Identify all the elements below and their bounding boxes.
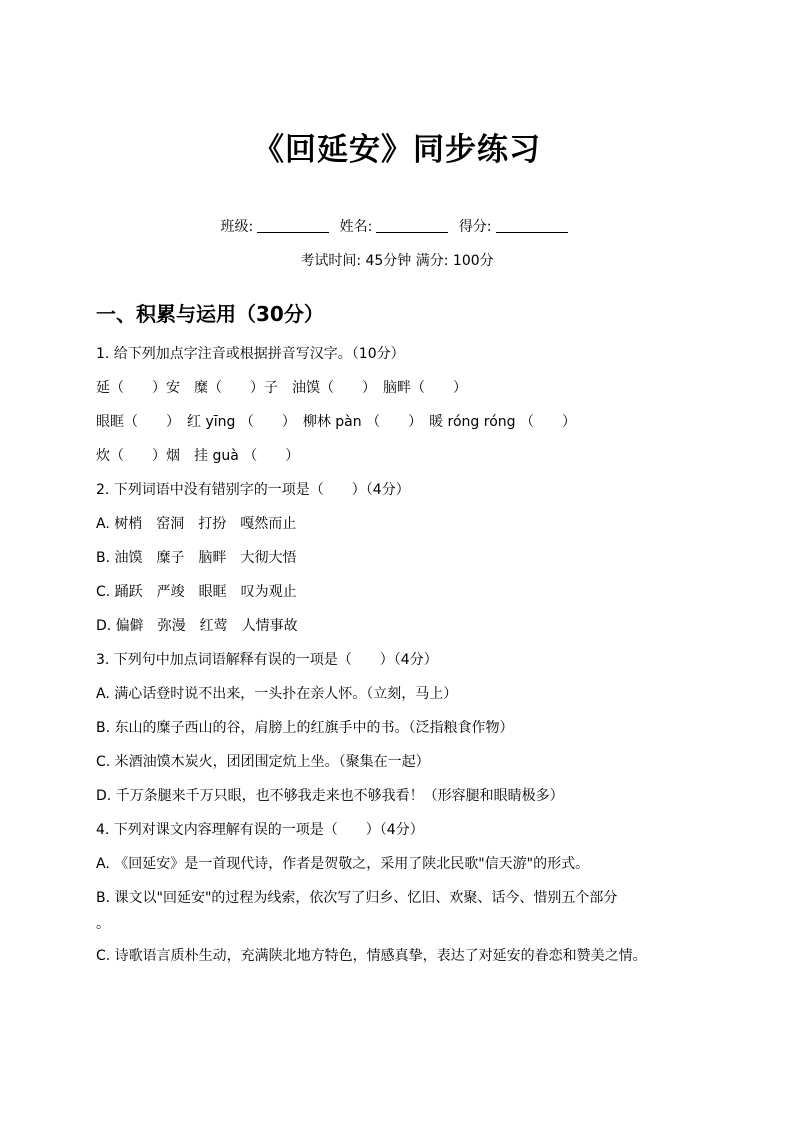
q3-option-d: D. 千万条腿来千万只眼，也不够我走来也不够我看！（形容腿和眼睛极多） [96, 788, 564, 804]
class-label: 班级: [220, 219, 254, 235]
name-label: 姓名: [339, 219, 373, 235]
q2-option-d: D. 偏僻 弥漫 红莺 人情事故 [96, 618, 298, 634]
score-label: 得分: [458, 219, 492, 235]
exam-meta: 考试时间: 45分钟 满分: 100分 [300, 253, 494, 269]
class-blank[interactable] [257, 232, 329, 233]
q4-option-b: B. 课文以"回延安"的过程为线索，依次写了归乡、忆旧、欢聚、话今、惜别五个部分 [96, 890, 618, 906]
q4-option-b-tail: 。 [96, 916, 110, 932]
section-heading: 一、积累与运用（30分） [96, 302, 324, 326]
page-title: 《回延安》同步练习 [253, 132, 541, 168]
q3-option-b: B. 东山的糜子西山的谷，肩膀上的红旗手中的书。（泛指粮食作物） [96, 720, 514, 736]
q1-row-1: 延（ ）安 糜（ ）子 油馍（ ） 脑畔（ ） [96, 380, 467, 396]
q3-option-a: A. 满心话登时说不出来，一头扑在亲人怀。（立刻，马上） [96, 686, 458, 702]
q2-option-c: C. 踊跃 严竣 眼眶 叹为观止 [96, 584, 297, 600]
student-info-row [0, 216, 794, 236]
q3-option-c: C. 米酒油馍木炭火，团团围定炕上坐。（聚集在一起） [96, 754, 430, 770]
score-blank[interactable] [496, 232, 568, 233]
question-2: 2. 下列词语中没有错别字的一项是（ ）（4分） [96, 482, 410, 498]
q2-option-a: A. 树梢 窑洞 打扮 嘎然而止 [96, 516, 297, 532]
q4-option-c: C. 诗歌语言质朴生动，充满陕北地方特色，情感真挚，表达了对延安的眷恋和赞美之情。 [96, 948, 647, 964]
q4-option-a: A. 《回延安》是一首现代诗，作者是贺敬之，采用了陕北民歌"信天游"的形式。 [96, 856, 590, 872]
question-1: 1. 给下列加点字注音或根据拼音写汉字。（10分） [96, 346, 405, 362]
q1-row-3: 炊（ ）烟 挂 guà （ ） [96, 448, 300, 464]
question-4: 4. 下列对课文内容理解有误的一项是（ ）（4分） [96, 822, 424, 838]
q2-option-b: B. 油馍 糜子 脑畔 大彻大悟 [96, 550, 297, 566]
question-3: 3. 下列句中加点词语解释有误的一项是（ ）（4分） [96, 652, 438, 668]
name-blank[interactable] [376, 232, 448, 233]
q1-row-2: 眼眶（ ） 红 yīng （ ） 柳林 pàn （ ） 暖 róng róng （ ） [96, 414, 576, 430]
